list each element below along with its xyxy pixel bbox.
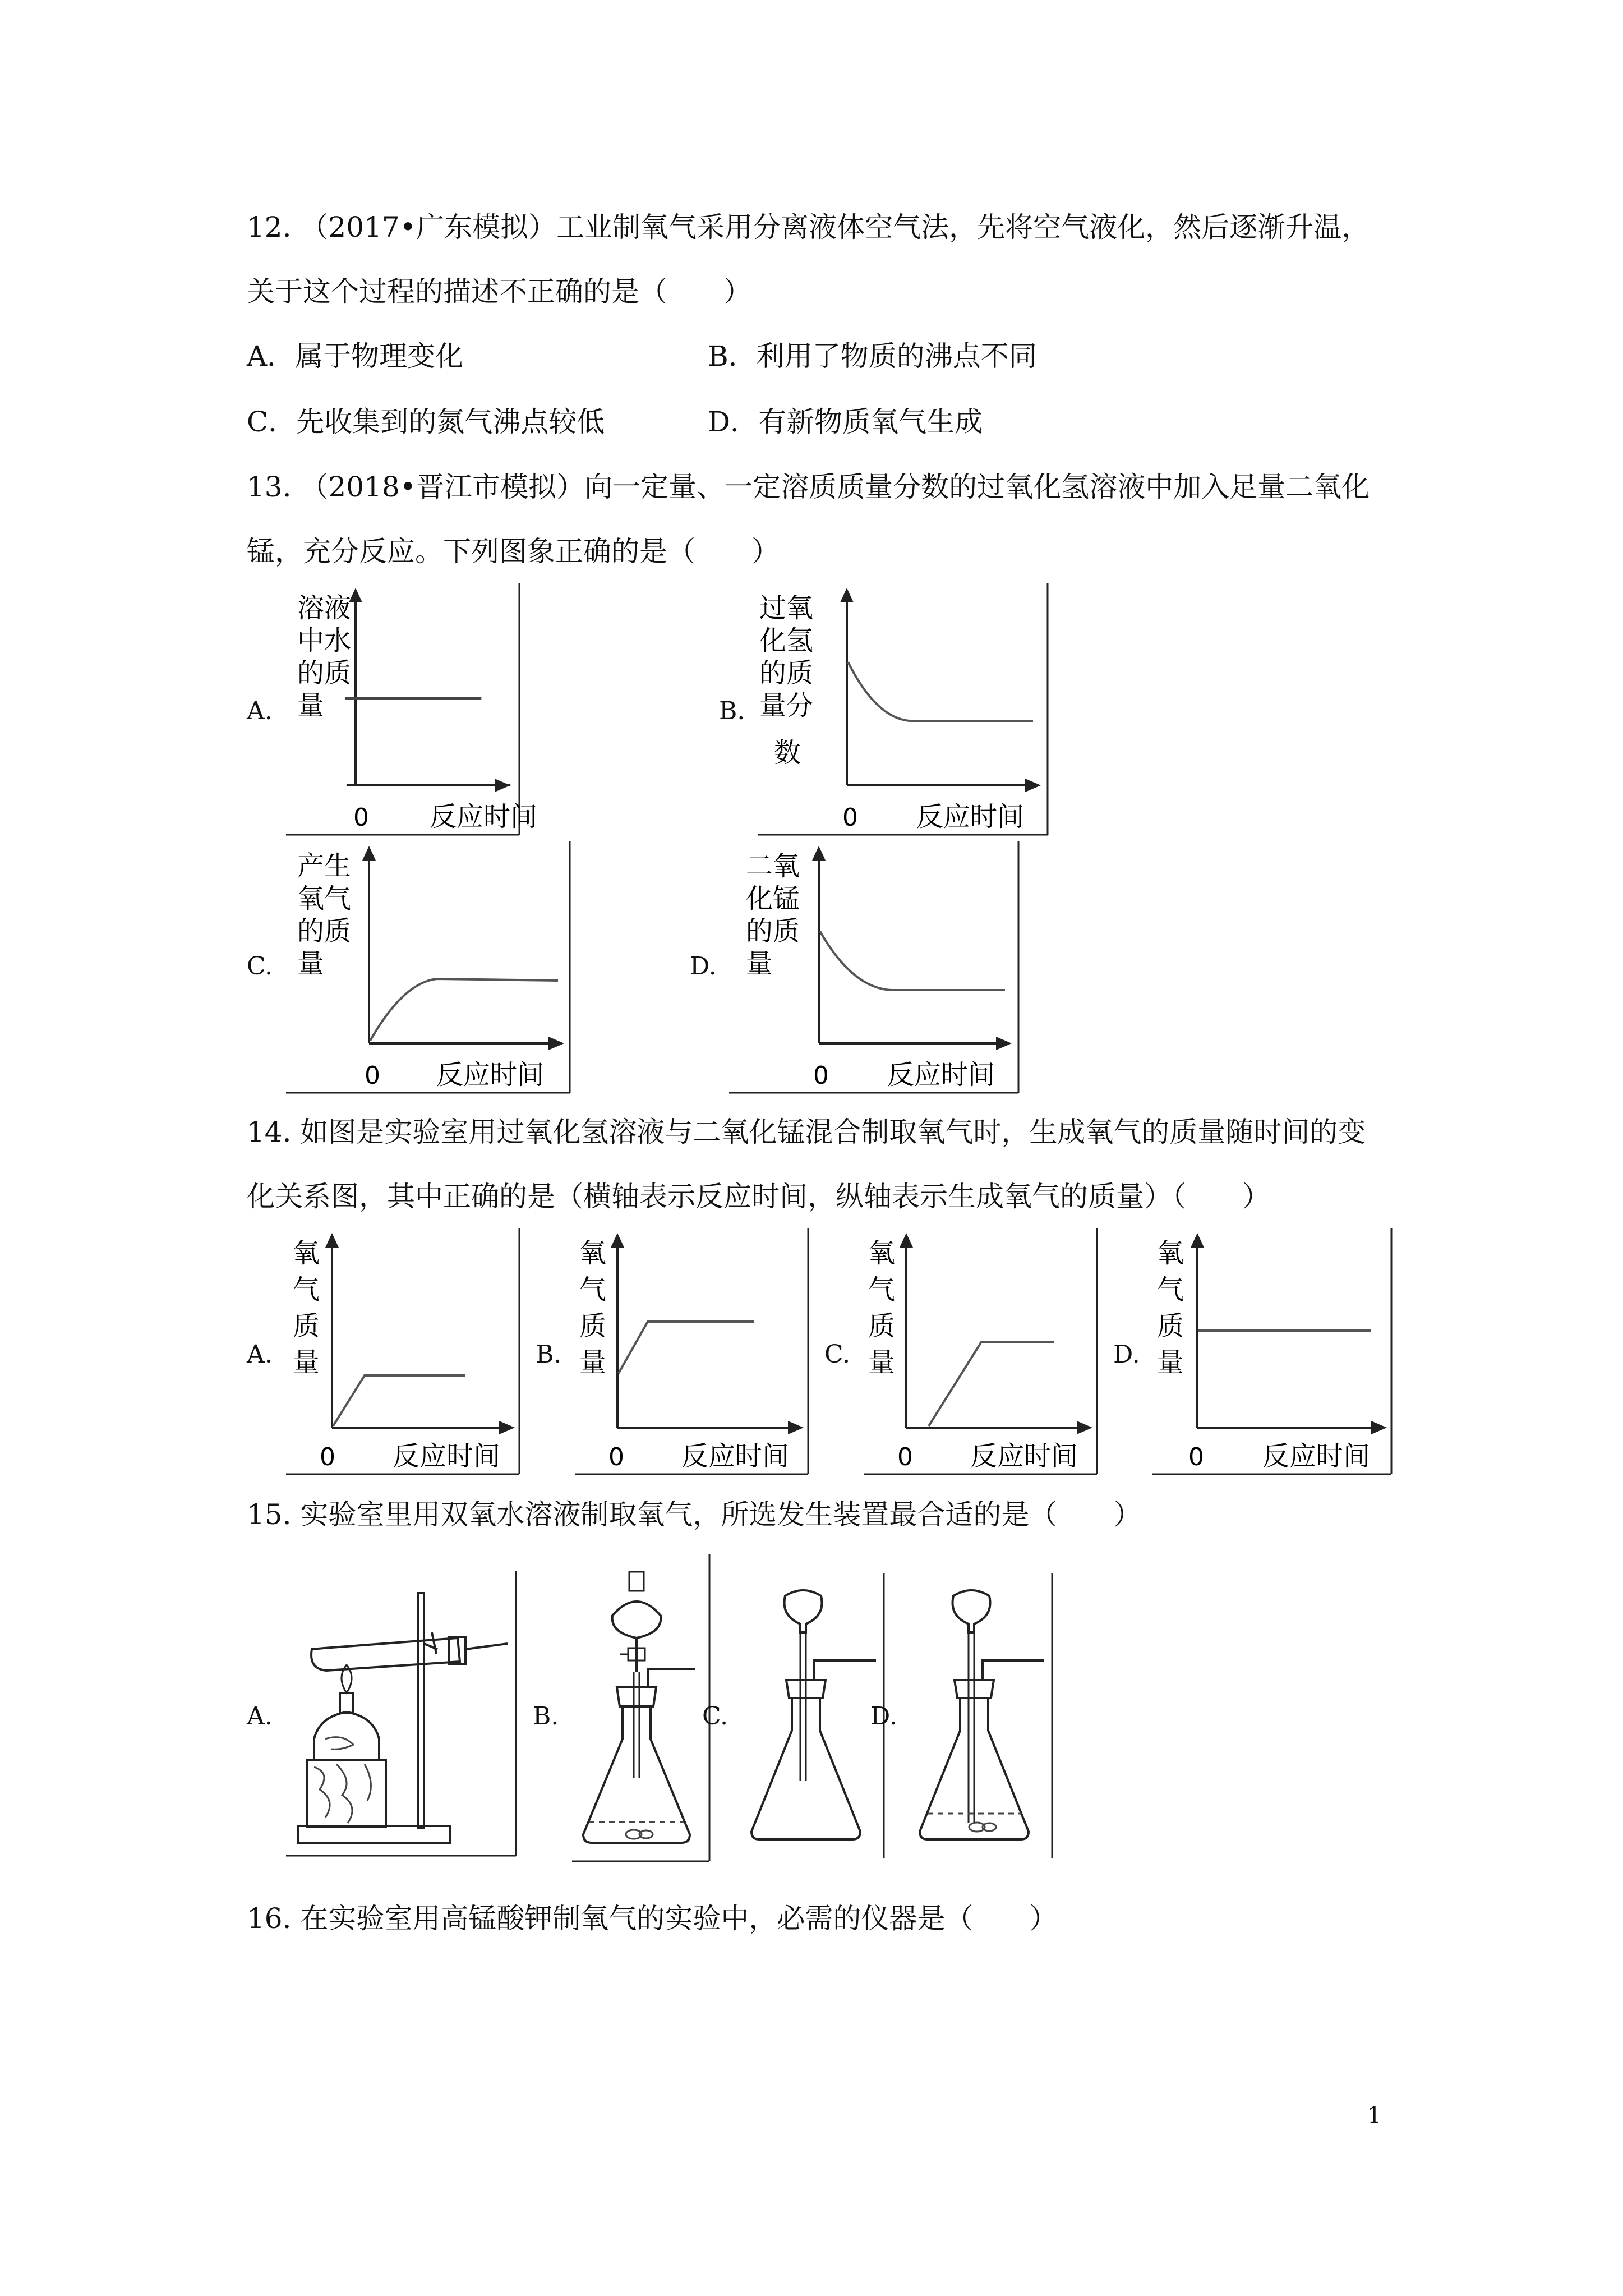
q15-apparatus-c xyxy=(741,1573,887,1860)
q14-c-origin: 0 xyxy=(897,1443,913,1471)
q15-apparatus-b xyxy=(572,1554,712,1862)
q14-graph-d xyxy=(1152,1228,1394,1475)
q14-c-xlabel: 反应时间 xyxy=(970,1441,1078,1472)
q13-a-ylabel-2: 中水 xyxy=(297,625,352,656)
q14-b-xlabel: 反应时间 xyxy=(681,1441,790,1472)
q13-a-ylabel-1: 溶液 xyxy=(297,592,352,624)
q14-a-ylabel-4: 量 xyxy=(293,1347,320,1378)
q14-d-ylabel-2: 气 xyxy=(1157,1274,1184,1305)
q13-c-xlabel: 反应时间 xyxy=(436,1059,545,1091)
q13-b-ylabel-5: 数 xyxy=(774,737,801,769)
q16-stem: 16. 在实验室用高锰酸钾制氧气的实验中，必需的仪器是（ ） xyxy=(247,1902,1058,1935)
q13-graph-a-letter: A. xyxy=(247,697,273,725)
q13-d-xlabel: 反应时间 xyxy=(887,1059,995,1091)
q14-d-ylabel-4: 量 xyxy=(1157,1347,1184,1378)
q13-c-ylabel-2: 氧气 xyxy=(297,883,352,914)
q14-b-ylabel-1: 氧 xyxy=(579,1237,607,1269)
q14-a-xlabel: 反应时间 xyxy=(393,1441,501,1472)
q13-c-origin: 0 xyxy=(365,1061,380,1090)
q13-b-xlabel: 反应时间 xyxy=(916,801,1025,832)
q14-d-ylabel-1: 氧 xyxy=(1157,1237,1184,1269)
q13-c-ylabel-4: 量 xyxy=(297,948,325,979)
q13-stem-line2: 锰，充分反应。下列图象正确的是（ ） xyxy=(247,535,780,568)
q13-a-ylabel-3: 的质 xyxy=(297,657,352,689)
q12-stem-line1: 12. （2017•广东模拟）工业制氧气采用分离液体空气法，先将空气液化，然后逐渐升温， xyxy=(247,211,1370,243)
q14-graph-b-letter: B. xyxy=(536,1340,562,1369)
q13-b-origin: 0 xyxy=(842,803,858,832)
q14-b-ylabel-4: 量 xyxy=(579,1347,607,1378)
q14-d-xlabel: 反应时间 xyxy=(1262,1441,1371,1472)
q14-a-ylabel-3: 质 xyxy=(293,1310,320,1342)
q14-a-ylabel-1: 氧 xyxy=(293,1237,320,1269)
q13-a-ylabel-4: 量 xyxy=(297,690,325,721)
q13-b-ylabel-4: 量分 xyxy=(759,690,814,721)
q14-a-origin: 0 xyxy=(320,1443,335,1471)
q13-graph-c xyxy=(286,841,572,1094)
q14-graph-a-letter: A. xyxy=(247,1340,273,1369)
q13-d-origin: 0 xyxy=(813,1061,829,1090)
q13-d-ylabel-3: 的质 xyxy=(746,915,800,947)
q13-b-ylabel-3: 的质 xyxy=(759,657,814,689)
q14-a-ylabel-2: 气 xyxy=(293,1274,320,1305)
q14-c-ylabel-4: 量 xyxy=(868,1347,896,1378)
q13-c-ylabel-1: 产生 xyxy=(297,850,352,882)
q13-a-xlabel: 反应时间 xyxy=(430,801,538,832)
q14-stem-line1: 14. 如图是实验室用过氧化氢溶液与二氧化锰混合制取氧气时，生成氧气的质量随时间的变 xyxy=(247,1116,1366,1148)
q15-apparatus-a-letter: A. xyxy=(247,1702,273,1731)
q14-c-ylabel-2: 气 xyxy=(868,1274,896,1305)
q12-option-d: D．有新物质氧气生成 xyxy=(708,406,983,438)
q13-b-ylabel-1: 过氧 xyxy=(759,592,814,624)
q13-b-ylabel-2: 化氢 xyxy=(759,625,814,656)
q13-d-ylabel-2: 化锰 xyxy=(746,883,800,914)
q15-apparatus-b-letter: B. xyxy=(533,1702,559,1731)
q14-graph-c-letter: C. xyxy=(824,1340,851,1369)
q13-graph-c-letter: C. xyxy=(247,952,273,981)
q15-apparatus-c-letter: C. xyxy=(702,1702,728,1731)
q13-graph-b xyxy=(758,583,1050,836)
q13-c-ylabel-3: 的质 xyxy=(297,915,352,947)
q14-stem-line2: 化关系图，其中正确的是（横轴表示反应时间，纵轴表示生成氧气的质量）（ ） xyxy=(247,1180,1270,1213)
q13-graph-d xyxy=(729,841,1021,1094)
q14-b-origin: 0 xyxy=(608,1443,624,1471)
q14-graph-a xyxy=(286,1228,522,1475)
q14-graph-c xyxy=(864,1228,1099,1475)
q14-c-ylabel-1: 氧 xyxy=(868,1237,896,1269)
q15-apparatus-d xyxy=(910,1573,1055,1860)
page-number: 1 xyxy=(1367,2102,1382,2128)
q13-stem-line1: 13. （2018•晋江市模拟）向一定量、一定溶质质量分数的过氧化氢溶液中加入足量二氧化 xyxy=(247,471,1370,503)
q14-d-ylabel-3: 质 xyxy=(1157,1310,1184,1342)
q13-graph-a xyxy=(286,583,538,836)
q14-graph-b xyxy=(575,1228,810,1475)
q14-b-ylabel-2: 气 xyxy=(579,1274,607,1305)
q13-d-ylabel-1: 二氧 xyxy=(746,850,800,882)
q15-apparatus-d-letter: D. xyxy=(870,1702,897,1731)
q14-c-ylabel-3: 质 xyxy=(868,1310,896,1342)
q14-d-origin: 0 xyxy=(1188,1443,1204,1471)
q12-option-b: B．利用了物质的沸点不同 xyxy=(708,340,1037,372)
q12-stem-line2: 关于这个过程的描述不正确的是（ ） xyxy=(247,275,751,308)
q14-b-ylabel-3: 质 xyxy=(579,1310,607,1342)
q12-option-a: A．属于物理变化 xyxy=(247,340,464,372)
q15-stem: 15. 实验室里用双氧水溶液制取氧气，所选发生装置最合适的是（ ） xyxy=(247,1498,1142,1531)
q13-d-ylabel-4: 量 xyxy=(746,948,773,979)
q15-apparatus-a xyxy=(286,1571,522,1857)
q12-option-c: C．先收集到的氮气沸点较低 xyxy=(247,406,605,438)
q13-graph-d-letter: D. xyxy=(690,952,717,981)
q14-graph-d-letter: D. xyxy=(1113,1340,1140,1369)
q13-graph-b-letter: B. xyxy=(719,697,745,725)
q13-a-origin: 0 xyxy=(353,803,369,832)
